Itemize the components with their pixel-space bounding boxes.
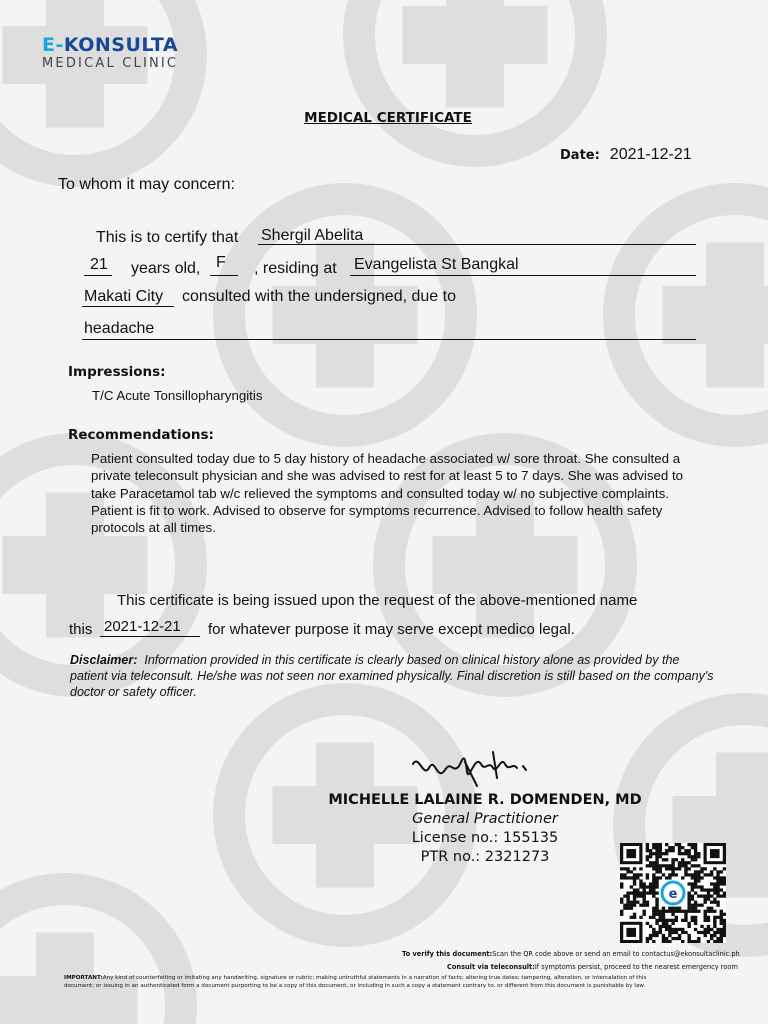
footer-consult-text: If symptoms persist, proceed to the nearest emergency room: [534, 963, 738, 971]
complaint-underline: [82, 339, 696, 340]
doctor-name: MICHELLE LALAINE R. DOMENDEN, MD: [328, 792, 642, 808]
watermark-logo-icon: [0, 0, 220, 200]
footer-important-line1: [64, 975, 646, 981]
patient-sex: F: [216, 254, 226, 271]
issuance-line2: for whatever purpose it may serve except medico legal.: [208, 621, 575, 638]
salutation: To whom it may concern:: [58, 176, 235, 193]
date-field: [560, 146, 692, 164]
issuance-line1: This certificate is being issued upon the request of the above-mentioned name: [117, 592, 638, 609]
disclaimer-text: Information provided in this certificate is clearly based on clinical history alone as provided by the patient via teleconsult. He/she was not seen nor examined physically. Final discretion is still based on the company's doctor or safety officer.: [70, 653, 714, 699]
address-underline: [350, 275, 696, 276]
brand-subtitle: MEDICAL CLINIC: [42, 56, 179, 71]
footer-consult: [447, 963, 738, 971]
issuance-date: 2021-12-21: [104, 618, 181, 635]
qr-code-icon: [620, 843, 726, 943]
date-label: Date:: [560, 148, 600, 163]
sex-underline: [210, 275, 238, 276]
date-value: 2021-12-21: [609, 146, 692, 163]
issuance-date-underline: [100, 636, 200, 637]
disclaimer-label: Disclaimer:: [70, 653, 138, 667]
patient-age: 21: [90, 256, 108, 273]
recommendations-text: Patient consulted today due to 5 day history of headache associated w/ sore throat. She consulted a private teleconsult physician and she was advised to rest for at least 5 to 7 days. She was advised to take Paracetamol tab w/c relieved the symptoms and consulted today w/ no subjective complaints. Patient is fit to work. Advised to observe for symptoms recurrence. Advised to follow health safety protocols at all times.: [91, 451, 684, 536]
brand-name-rest: KONSULTA: [63, 34, 179, 56]
brand-name: [42, 36, 178, 55]
recommendations-heading: Recommendations:: [68, 427, 214, 443]
consulted-label: consulted with the undersigned, due to: [182, 288, 456, 305]
svg-text:e: e: [668, 887, 678, 902]
years-old-label: years old,: [131, 260, 201, 277]
brand-logo: [42, 36, 178, 70]
footer-verify: [402, 950, 740, 958]
doctor-ptr: PTR no.: 2321273: [420, 849, 550, 865]
brand-name-prefix: E-: [42, 34, 64, 56]
verification-qr-code[interactable]: [620, 843, 726, 943]
watermark-logo-icon: [0, 860, 210, 1024]
address-line1: Evangelista St Bangkal: [354, 256, 519, 273]
watermark-logo-icon: [590, 170, 768, 460]
patient-name: Shergil Abelita: [261, 227, 364, 244]
signature-icon: [405, 742, 545, 792]
watermark-logo-icon: [200, 170, 490, 460]
certify-intro: This is to certify that: [96, 229, 239, 246]
footer-verify-label: To verify this document:: [402, 950, 493, 958]
residing-label: , residing at: [254, 260, 337, 277]
impressions-text: T/C Acute Tonsillopharyngitis: [92, 388, 263, 403]
chief-complaint: headache: [84, 320, 155, 337]
doctor-license: License no.: 155135: [411, 830, 559, 846]
patient-name-underline: [258, 244, 696, 245]
impressions-heading: Impressions:: [68, 364, 166, 380]
footer-important-label: IMPORTANT:: [64, 975, 103, 981]
document-title: MEDICAL CERTIFICATE: [304, 110, 472, 126]
doctor-title: General Practitioner: [412, 811, 558, 827]
city-underline: [82, 306, 174, 307]
footer-consult-label: Consult via teleconsult:: [447, 963, 535, 971]
issuance-this-label: this: [69, 621, 93, 638]
address-line2: Makati City: [84, 288, 164, 305]
footer-important-line2: document; or issuing in an authenticated form a document purporting to be a copy of this document, or including in such a copy a statement contrary to, or different from this document is punishable by law.: [64, 983, 646, 989]
footer-important-text1: Any kind of counterfeiting or imitating any handwriting, signature or rubric; making untruthful statements in a narration of facts; altering true dates; tampering, alteration, or intercalation of this: [102, 975, 647, 981]
footer-verify-text: Scan the QR code above or send an email to contactus@ekonsultaclinic.ph: [492, 950, 740, 958]
age-underline: [84, 275, 112, 276]
disclaimer: [70, 652, 720, 700]
